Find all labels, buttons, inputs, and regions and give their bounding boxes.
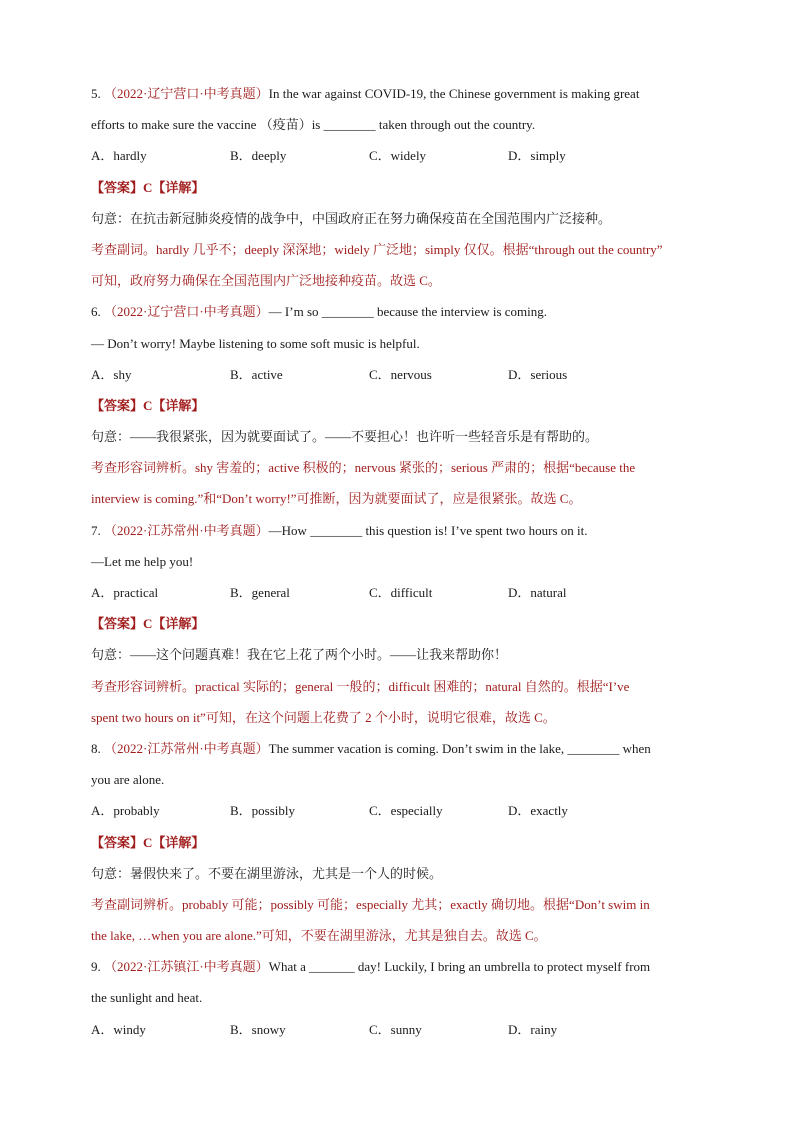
question-7-translation: 句意：——这个问题真难！我在它上花了两个小时。——让我来帮助你！	[91, 647, 508, 663]
option-d: D．exactly	[508, 803, 568, 819]
option-b: B．deeply	[230, 148, 287, 164]
option-c: C．sunny	[369, 1021, 422, 1037]
question-9-stem-line2: the sunlight and heat.	[91, 990, 203, 1006]
question-7-stem-line2: —Let me help you!	[91, 553, 194, 569]
question-6-stem-line1	[91, 296, 711, 327]
question-5-options	[91, 140, 711, 171]
question-7-answer: 【答案】C【详解】	[91, 616, 205, 632]
question-8-stem-line1	[91, 733, 711, 764]
question-7-explanation-line2: spent two hours on it”可知，在这个问题上花费了 2 个小时，说明它很难，故选 C。	[91, 709, 556, 725]
question-7-stem-line1	[91, 515, 711, 546]
option-d: D．rainy	[508, 1021, 558, 1037]
option-b: B．active	[230, 366, 283, 382]
question-stem: In the war against COVID-19, the Chinese government is making great	[268, 86, 640, 101]
question-8-translation: 句意：暑假快来了。不要在湖里游泳，尤其是一个人的时候。	[91, 865, 443, 881]
option-b: B．snowy	[230, 1021, 286, 1037]
option-d: D．serious	[508, 366, 568, 382]
question-number: 5.	[91, 86, 101, 101]
question-8-explanation-line1: 考查副词辨析。probably 可能；possibly 可能；especially 尤其；exactly 确切地。根据“Don’t swim in	[91, 896, 650, 912]
question-5-stem-line2: efforts to make sure the vaccine （疫苗）is ________ taken through out the country.	[91, 117, 536, 133]
question-9-options	[91, 1014, 711, 1045]
option-c: C．difficult	[369, 585, 433, 600]
option-d: D．natural	[508, 585, 567, 600]
option-a: A．practical	[91, 585, 159, 600]
question-7-explanation-line1: 考查形容词辨析。practical 实际的；general 一般的；difficult 困难的；natural 自然的。根据“I’ve	[91, 678, 630, 694]
question-number: 9.	[91, 959, 101, 975]
option-a: A．shy	[91, 366, 132, 382]
option-b: B．general	[230, 585, 290, 600]
question-number: 8.	[91, 740, 101, 756]
question-6-translation: 句意：——我很紧张，因为就要面试了。——不要担心！也许听一些轻音乐是有帮助的。	[91, 429, 599, 445]
question-6-stem-line2: — Don’t worry! Maybe listening to some soft music is helpful.	[91, 335, 420, 351]
question-source: （2022·江苏镇江·中考真题）	[104, 959, 269, 975]
question-6-explanation-line2: interview is coming.”和“Don’t worry!”可推断，因为就要面试了，应是很紧张。故选 C。	[91, 491, 582, 507]
question-stem: What a _______ day! Luckily, I bring an umbrella to protect myself from	[268, 959, 651, 975]
option-c: C．especially	[369, 803, 443, 819]
question-8-options	[91, 795, 711, 826]
question-5-explanation-line2: 可知，政府努力确保在全国范围内广泛地接种疫苗。故选 C。	[91, 273, 441, 289]
question-5-stem-line1	[91, 78, 711, 109]
question-number: 6.	[91, 304, 101, 320]
option-a: A．probably	[91, 803, 160, 819]
question-8-explanation-line2: the lake, …when you are alone.”可知，不要在湖里游泳，尤其是独自去。故选 C。	[91, 928, 547, 944]
question-stem: The summer vacation is coming. Don’t swim in the lake, ________ when	[268, 740, 651, 756]
question-stem: —How ________ this question is! I’ve spent two hours on it.	[268, 522, 588, 538]
question-source: （2022·辽宁营口·中考真题）	[104, 86, 269, 101]
question-source: （2022·江苏常州·中考真题）	[104, 740, 269, 756]
option-a: A．hardly	[91, 148, 147, 164]
option-b: B．possibly	[230, 803, 296, 819]
question-6-answer: 【答案】C【详解】	[91, 397, 205, 413]
option-c: C．widely	[369, 148, 427, 164]
question-9-stem-line1	[91, 951, 711, 982]
question-5-answer: 【答案】C【详解】	[91, 179, 205, 195]
question-source: （2022·辽宁营口·中考真题）	[104, 304, 269, 320]
question-6-explanation-line1: 考查形容词辨析。shy 害羞的；active 积极的；nervous 紧张的；serious 严肃的；根据“because the	[91, 460, 636, 476]
option-a: A．windy	[91, 1021, 146, 1037]
question-8-stem-line2: you are alone.	[91, 772, 165, 788]
question-number: 7.	[91, 522, 101, 538]
option-d: D．simply	[508, 148, 566, 164]
question-5-explanation-line1: 考查副词。hardly 几乎不；deeply 深深地；widely 广泛地；simply 仅仅。根据“through out the country”	[91, 241, 663, 257]
question-source: （2022·江苏常州·中考真题）	[104, 522, 269, 538]
question-stem: — I’m so ________ because the interview is coming.	[268, 304, 548, 320]
question-8-answer: 【答案】C【详解】	[91, 834, 205, 850]
document-page	[91, 78, 711, 1045]
option-c: C．nervous	[369, 366, 432, 382]
question-7-options	[91, 577, 711, 608]
question-6-options	[91, 359, 711, 390]
question-5-translation: 句意：在抗击新冠肺炎疫情的战争中，中国政府正在努力确保疫苗在全国范围内广泛接种。	[91, 210, 612, 226]
